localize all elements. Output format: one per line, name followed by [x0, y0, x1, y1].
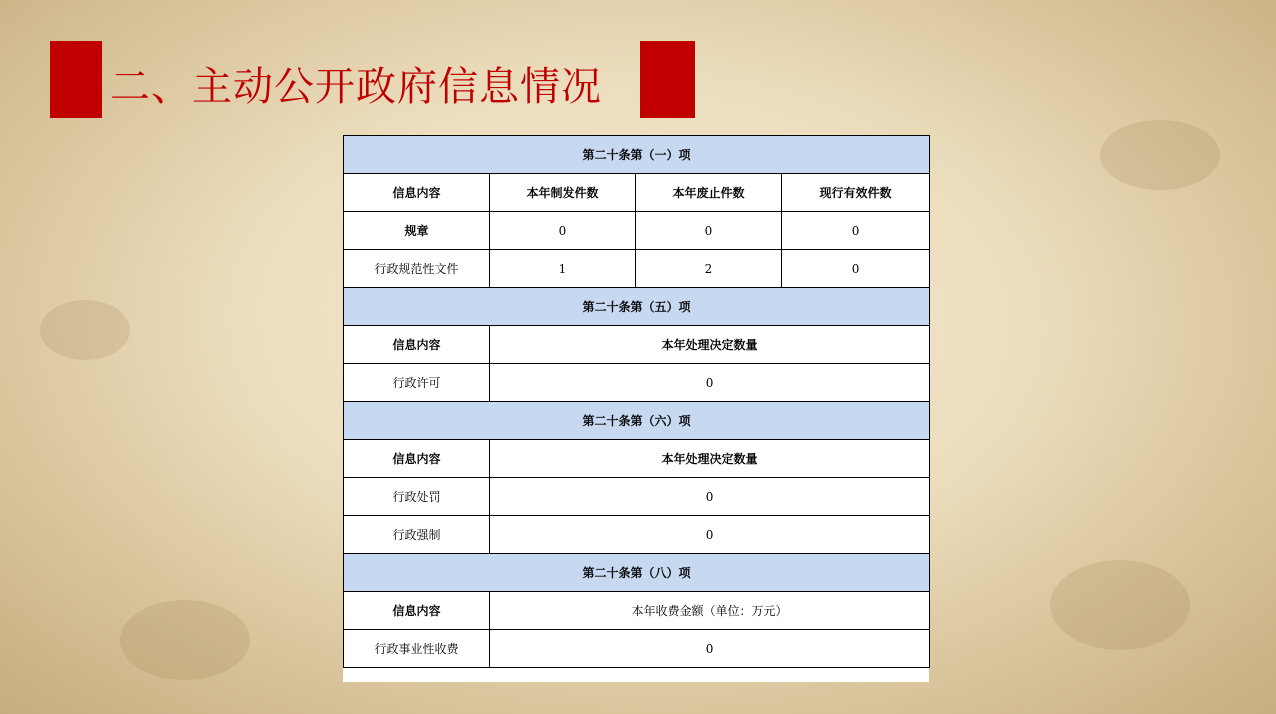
background-texture: [1100, 120, 1220, 190]
section-title: 第二十条第（五）项: [344, 288, 930, 326]
row-label: 规章: [344, 212, 490, 250]
table-header-row: [344, 592, 930, 630]
table-cell: 0: [490, 630, 930, 668]
column-header: 信息内容: [344, 174, 490, 212]
table-cell: 0: [782, 250, 930, 288]
column-header: 本年废止件数: [636, 174, 782, 212]
table-header-row: [344, 326, 930, 364]
section-header-row: [344, 288, 930, 326]
title-accent-left: [50, 41, 102, 118]
section-title: 第二十条第（一）项: [344, 136, 930, 174]
table-cell: 0: [636, 212, 782, 250]
row-label: 行政规范性文件: [344, 250, 490, 288]
row-label: 行政许可: [344, 364, 490, 402]
table-cell: 1: [490, 250, 636, 288]
section-header-row: [344, 554, 930, 592]
row-label: 行政强制: [344, 516, 490, 554]
table-cell: 0: [490, 212, 636, 250]
section-header-row: [344, 136, 930, 174]
table-header-row: [344, 174, 930, 212]
table-cell: 0: [490, 478, 930, 516]
background-texture: [1050, 560, 1190, 650]
row-label: 行政事业性收费: [344, 630, 490, 668]
table-row: [344, 250, 930, 288]
column-header: 信息内容: [344, 592, 490, 630]
column-header: 本年处理决定数量: [490, 326, 930, 364]
column-header: 信息内容: [344, 326, 490, 364]
section-header-row: [344, 402, 930, 440]
table-cell: 2: [636, 250, 782, 288]
table-cell: 0: [490, 364, 930, 402]
table-cell: 0: [782, 212, 930, 250]
section-title: 第二十条第（八）项: [344, 554, 930, 592]
table-row: [344, 364, 930, 402]
background-texture: [120, 600, 250, 680]
table-row: [344, 516, 930, 554]
column-header: 本年制发件数: [490, 174, 636, 212]
table-row: [344, 630, 930, 668]
slide-title: 二、主动公开政府信息情况: [110, 64, 602, 110]
background-texture: [40, 300, 130, 360]
section-title: 第二十条第（六）项: [344, 402, 930, 440]
table-cell: 0: [490, 516, 930, 554]
column-header: 本年收费金额（单位：万元）: [490, 592, 930, 630]
column-header: 本年处理决定数量: [490, 440, 930, 478]
title-accent-right: [640, 41, 695, 118]
row-label: 行政处罚: [344, 478, 490, 516]
column-header: 信息内容: [344, 440, 490, 478]
table-row: [344, 212, 930, 250]
column-header: 现行有效件数: [782, 174, 930, 212]
info-disclosure-table: [343, 135, 929, 682]
table-header-row: [344, 440, 930, 478]
table-row: [344, 478, 930, 516]
